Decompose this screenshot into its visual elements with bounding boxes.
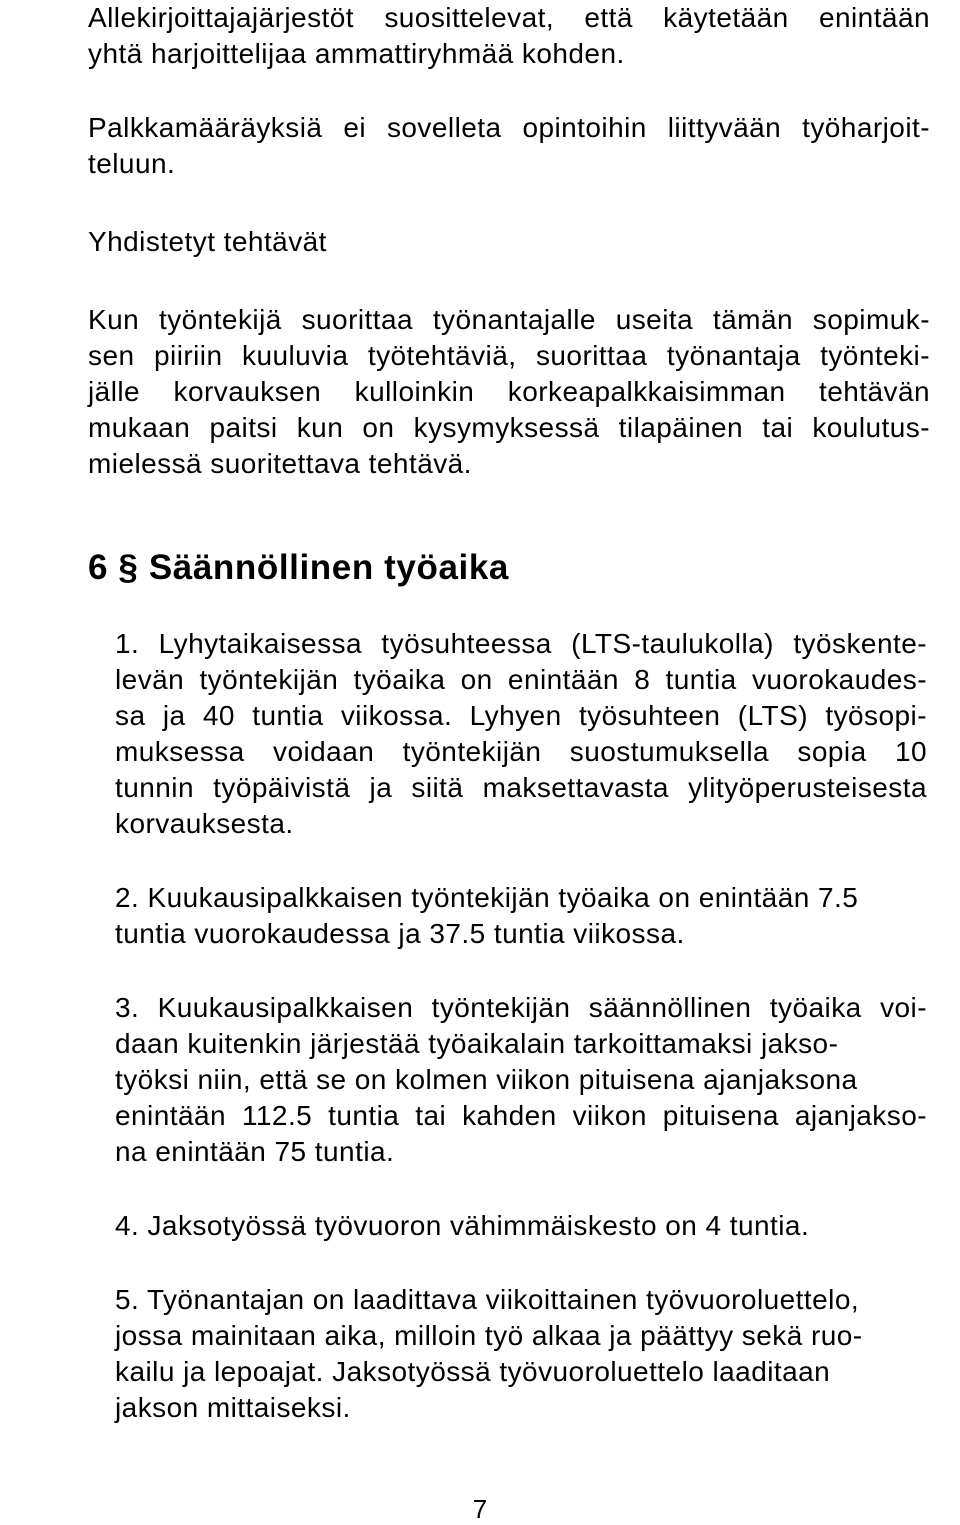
combined-tasks-line-5: mielessä suoritettava tehtävä. <box>88 448 472 479</box>
pay-paragraph-line-2: teluun. <box>88 148 176 179</box>
combined-tasks-line-3: jälle korvauksen kulloinkin korkeapalkkaisimman tehtävän <box>88 376 930 407</box>
combined-tasks-line-2: sen piiriin kuuluvia työtehtäviä, suorittaa työnantaja työnteki- <box>88 340 930 371</box>
section-symbol: § <box>118 548 139 587</box>
item-1-line-4: muksessa voidaan työntekijän suostumuksella sopia 10 <box>115 736 927 767</box>
item-2-line-2: tuntia vuorokaudessa ja 37.5 tuntia viikossa. <box>115 918 685 949</box>
item-3-line-2: daan kuitenkin järjestää työaikalain tarkoittamaksi jakso- <box>115 1028 839 1059</box>
section-number: 6 <box>88 548 109 587</box>
section-title: Säännöllinen työaika <box>148 548 509 587</box>
trainee-paragraph-line-1: Allekirjoittajajärjestöt suosittelevat, että käytetään enintään <box>88 2 930 33</box>
item-3-line-1: 3. Kuukausipalkkaisen työntekijän säännöllinen työaika voi- <box>115 992 927 1023</box>
combined-tasks-heading: Yhdistetyt tehtävät <box>88 226 327 257</box>
page-number: 7 <box>472 1494 488 1524</box>
item-2-line-1: 2. Kuukausipalkkaisen työntekijän työaika on enintään 7.5 <box>115 882 859 913</box>
combined-tasks-line-1: Kun työntekijä suorittaa työnantajalle useita tämän sopimuk- <box>88 304 930 335</box>
section-heading <box>88 546 509 590</box>
item-5-line-1: 5. Työnantajan on laadittava viikoittainen työvuoroluettelo, <box>115 1284 860 1315</box>
item-1-line-1: 1. Lyhytaikaisessa työsuhteessa (LTS-taulukolla) työskente- <box>115 628 927 659</box>
item-1-line-5: tunnin työpäivistä ja siitä maksettavasta ylityöperusteisesta <box>115 772 927 803</box>
item-1-line-3: sa ja 40 tuntia viikossa. Lyhyen työsuhteen (LTS) työsopi- <box>115 700 927 731</box>
item-3-line-4: enintään 112.5 tuntia tai kahden viikon pituisena ajanjakso- <box>115 1100 927 1131</box>
item-3-line-5: na enintään 75 tuntia. <box>115 1136 395 1167</box>
item-5-line-2: jossa mainitaan aika, milloin työ alkaa ja päättyy sekä ruo- <box>115 1320 863 1351</box>
item-1-line-2: levän työntekijän työaika on enintään 8 tuntia vuorokaudes- <box>115 664 927 695</box>
item-5-line-4: jakson mittaiseksi. <box>115 1392 351 1423</box>
item-4-line-1: 4. Jaksotyössä työvuoron vähimmäiskesto on 4 tuntia. <box>115 1210 810 1241</box>
item-3-line-3: työksi niin, että se on kolmen viikon pituisena ajanjaksona <box>115 1064 858 1095</box>
item-1-line-6: korvauksesta. <box>115 808 294 839</box>
pay-paragraph-line-1: Palkkamääräyksiä ei sovelleta opintoihin liittyvään työharjoit- <box>88 112 930 143</box>
trainee-paragraph-line-2: yhtä harjoittelijaa ammattiryhmää kohden. <box>88 38 625 69</box>
item-5-line-3: kailu ja lepoajat. Jaksotyössä työvuoroluettelo laaditaan <box>115 1356 831 1387</box>
combined-tasks-line-4: mukaan paitsi kun on kysymyksessä tilapäinen tai koulutus- <box>88 412 930 443</box>
